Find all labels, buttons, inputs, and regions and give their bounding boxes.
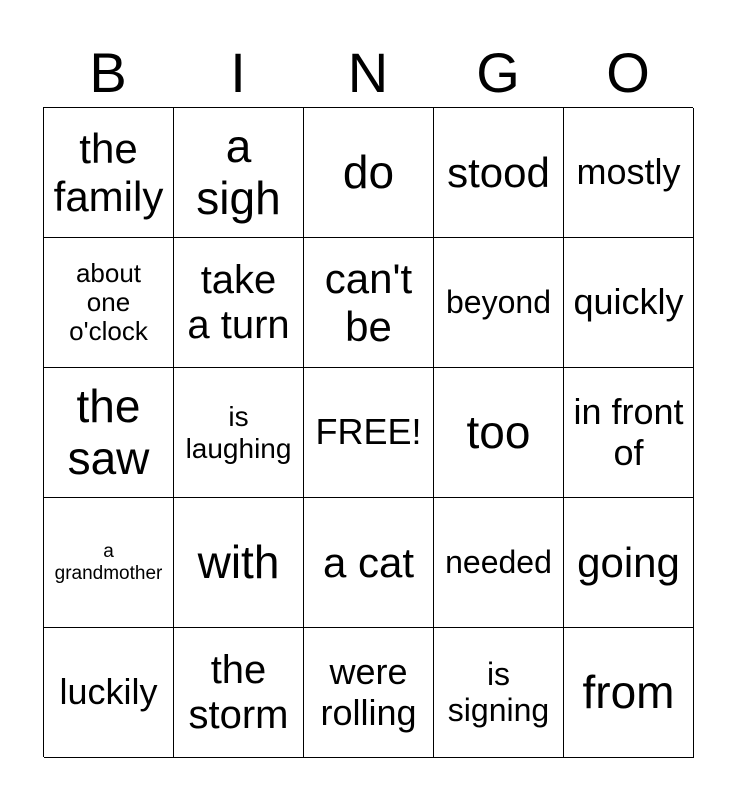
- cell-text: too: [466, 405, 531, 458]
- bingo-cell[interactable]: [174, 108, 304, 238]
- header-letter-b: B: [89, 41, 127, 104]
- bingo-cell[interactable]: [174, 368, 304, 498]
- bingo-cell[interactable]: [174, 628, 304, 758]
- cell-text: is signing: [447, 655, 550, 728]
- free-space-text: FREE!: [315, 411, 422, 453]
- cell-text: with: [197, 535, 280, 588]
- cell-text: the storm: [188, 647, 289, 737]
- bingo-cell[interactable]: [44, 108, 174, 238]
- cell-text: beyond: [446, 283, 551, 320]
- cell-text: luckily: [59, 671, 158, 713]
- header-letter-i: I: [230, 41, 246, 104]
- bingo-cell[interactable]: [174, 238, 304, 368]
- bingo-cell[interactable]: [564, 498, 694, 628]
- cell-text: in front of: [573, 391, 684, 473]
- cell-text: going: [577, 538, 680, 586]
- bingo-cell[interactable]: [564, 108, 694, 238]
- bingo-cell[interactable]: [304, 498, 434, 628]
- free-space-cell[interactable]: [304, 368, 434, 498]
- cell-text: quickly: [573, 281, 684, 323]
- cell-text: were rolling: [320, 651, 417, 733]
- bingo-cell[interactable]: [434, 628, 564, 758]
- cell-text: stood: [447, 148, 550, 196]
- bingo-cell[interactable]: [44, 628, 174, 758]
- bingo-cell[interactable]: [434, 108, 564, 238]
- bingo-cell[interactable]: [434, 238, 564, 368]
- cell-text: can't be: [324, 255, 413, 350]
- cell-text: mostly: [576, 151, 681, 193]
- cell-text: a cat: [322, 538, 415, 586]
- bingo-cell[interactable]: [304, 238, 434, 368]
- bingo-cell[interactable]: [44, 368, 174, 498]
- cell-text: do: [342, 145, 395, 198]
- bingo-cell[interactable]: [44, 238, 174, 368]
- bingo-cell[interactable]: [564, 628, 694, 758]
- cell-text: a grandmother: [54, 541, 163, 584]
- cell-text: a sigh: [196, 119, 281, 224]
- bingo-board: [43, 107, 693, 757]
- header-letter-g: G: [476, 41, 520, 104]
- bingo-cell[interactable]: [304, 628, 434, 758]
- bingo-cell[interactable]: [44, 498, 174, 628]
- header-letter-o: O: [606, 41, 650, 104]
- header-letter-n: N: [347, 41, 389, 104]
- cell-text: from: [582, 665, 675, 718]
- bingo-cell[interactable]: [174, 498, 304, 628]
- cell-text: the family: [53, 125, 164, 220]
- bingo-cell[interactable]: [564, 238, 694, 368]
- cell-text: needed: [445, 543, 552, 580]
- cell-text: the saw: [67, 379, 150, 484]
- cell-text: is laughing: [185, 401, 292, 464]
- bingo-cell[interactable]: [434, 498, 564, 628]
- cell-text: take a turn: [187, 257, 290, 347]
- cell-text: about one o'clock: [69, 257, 148, 347]
- bingo-cell[interactable]: [304, 108, 434, 238]
- bingo-cell[interactable]: [434, 368, 564, 498]
- bingo-header: [43, 40, 693, 106]
- bingo-cell[interactable]: [564, 368, 694, 498]
